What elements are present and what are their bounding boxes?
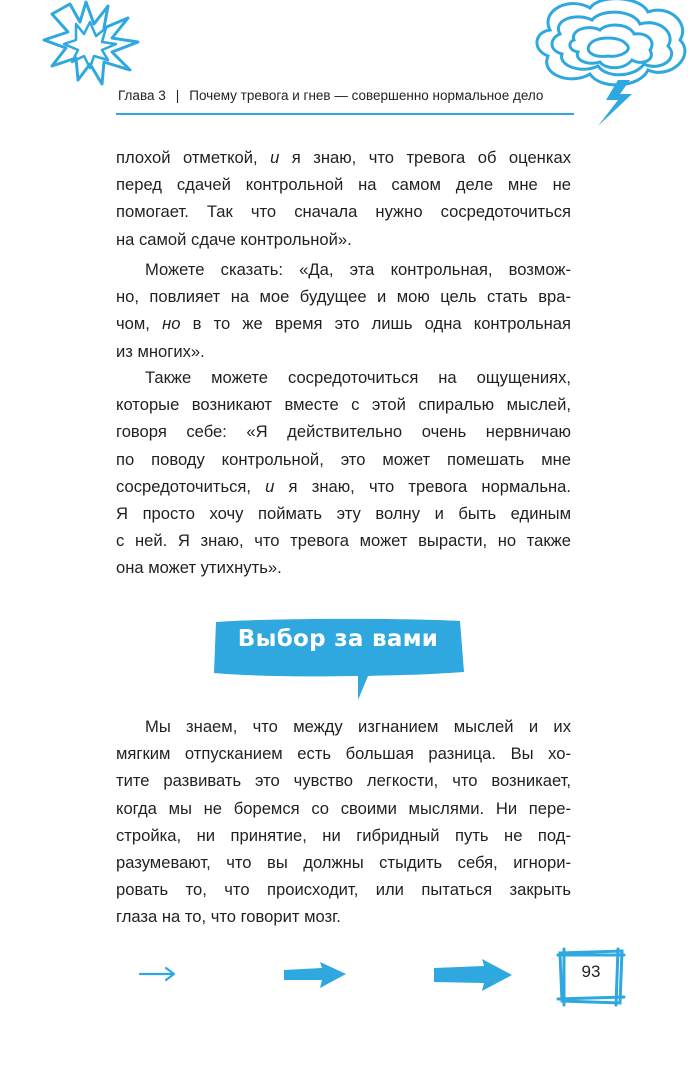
text-line: по поводу контрольной, это может помешать мне <box>116 449 571 469</box>
text-line: сосредоточиться, и я знаю, что тревога нормальна. <box>116 476 571 496</box>
text-line: плохой отметкой, и я знаю, что тревога об оценках <box>116 148 571 167</box>
header-separator: | <box>175 88 180 103</box>
text-line: Я просто хочу поймать эту волну и быть единым <box>116 504 571 524</box>
text-line: из многих». <box>116 341 205 361</box>
paragraph-3 <box>116 364 571 582</box>
section-title: Выбор за вами <box>237 626 439 652</box>
text-line: говоря себе: «Я действительно очень нервничаю <box>116 422 571 442</box>
text-line: разумевают, что вы должны стыдить себя, игнори- <box>116 853 571 873</box>
text-line: глаза на то, что говорит мозг. <box>116 907 341 927</box>
text-line: но, повлияет на мое будущее и мою цель стать вра- <box>116 287 571 307</box>
text-line: на самой сдаче контрольной». <box>116 229 352 249</box>
text-line: с ней. Я знаю, что тревога может вырасти, но также <box>116 531 571 551</box>
text-line: Также можете сосредоточиться на ощущениях, <box>145 368 571 387</box>
chapter-title: Почему тревога и гнев — совершенно нормальное дело <box>189 88 544 103</box>
lightning-icon <box>592 78 640 128</box>
text-line: Мы знаем, что между изгнанием мыслей и их <box>145 717 571 736</box>
paragraph-1 <box>116 144 571 253</box>
text-line: перед сдачей контрольной на самом деле мне не <box>116 175 571 195</box>
arrow-icon <box>138 964 180 984</box>
text-line: когда мы не боремся со своими мыслями. Ни пере- <box>116 798 571 818</box>
text-line: Можете сказать: «Да, эта контрольная, возмож- <box>145 260 571 279</box>
starburst-icon <box>40 0 150 88</box>
text-line: ровать то, что происходит, или пытаться закрыть <box>116 880 571 900</box>
text-line: тите развивать это чувство легкости, что возникает, <box>116 771 571 791</box>
arrow-icon <box>432 958 514 992</box>
text-line: помогает. Так что сначала нужно сосредоточиться <box>116 202 571 222</box>
header-rule <box>116 113 574 115</box>
text-line: которые возникают вместе с этой спиралью мыслей, <box>116 395 571 415</box>
paragraph-2 <box>116 256 571 365</box>
arrow-icon <box>282 960 348 990</box>
text-line: чом, но в то же время это лишь одна контрольная <box>116 314 571 334</box>
text-line: она может утихнуть». <box>116 558 282 578</box>
page-number: 93 <box>581 962 601 981</box>
paragraph-4 <box>116 713 571 931</box>
text-line: стройка, ни принятие, ни гибридный путь не под- <box>116 825 571 845</box>
chapter-label: Глава 3 <box>118 88 166 103</box>
running-header <box>118 88 543 103</box>
text-line: мягким отпусканием есть большая разница. Вы хо- <box>116 744 571 764</box>
